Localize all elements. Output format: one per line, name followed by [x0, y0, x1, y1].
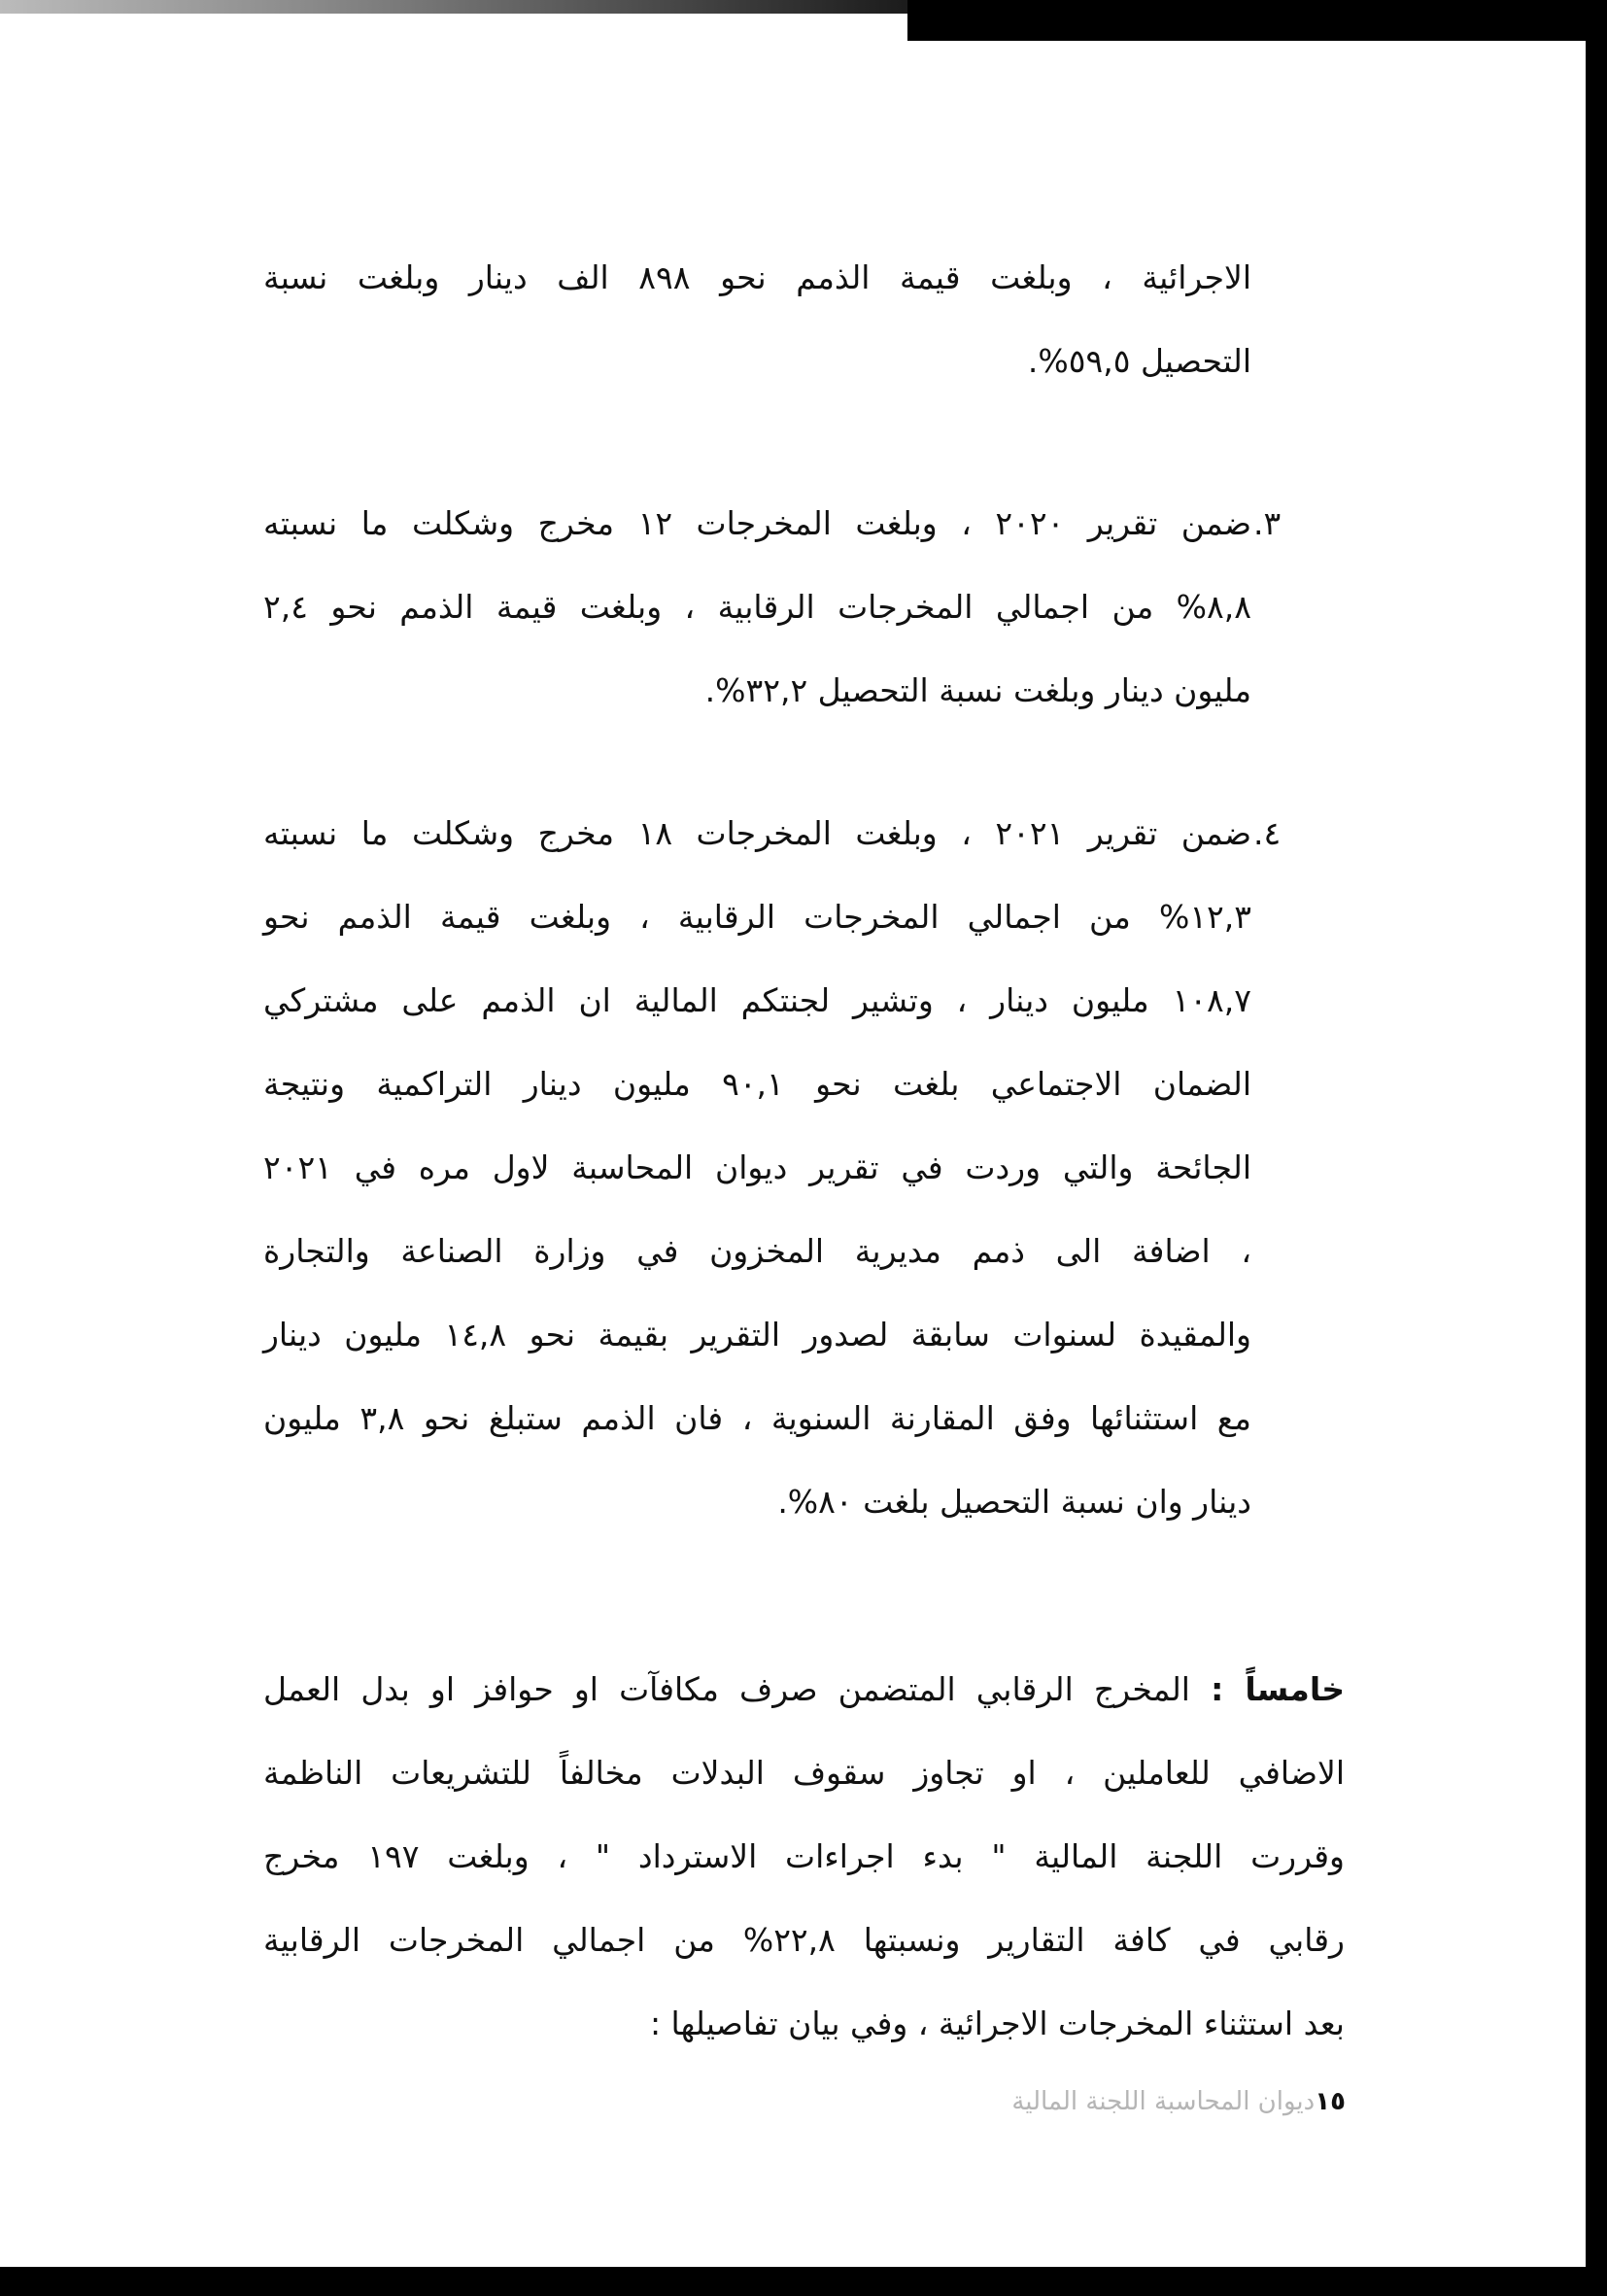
text-line: وقررت اللجنة المالية " بدء اجراءات الاسترداد " ، وبلغت ١٩٧ مخرج [263, 1837, 1345, 1875]
footer-text: ديوان المحاسبة اللجنة المالية [1011, 2087, 1316, 2116]
text-line: الاجرائية ، وبلغت قيمة الذمم نحو ٨٩٨ الف دينار وبلغت نسبة [263, 258, 1251, 296]
text-line: ١٠٨,٧ مليون دينار ، وتشير لجنتكم المالية ان الذمم على مشتركي [263, 981, 1251, 1019]
text-line: الجائحة والتي وردت في تقرير ديوان المحاسبة لاول مره في ٢٠٢١ [263, 1148, 1251, 1186]
text-line: ضمن تقرير ٢٠٢٠ ، وبلغت المخرجات ١٢ مخرج وشكلت ما نسبته [263, 504, 1251, 542]
text-line: بعد استثناء المخرجات الاجرائية ، وفي بيان تفاصيلها : [649, 2005, 1345, 2042]
scan-edge-right [1586, 0, 1607, 2296]
list-marker-3: ٣. [1253, 504, 1282, 542]
paragraph-continuation [263, 236, 1251, 403]
text-line: ٨,٨% من اجمالي المخرجات الرقابية ، وبلغت قيمة الذمم نحو ٢,٤ [263, 588, 1251, 626]
text-line: ١٢,٣% من اجمالي المخرجات الرقابية ، وبلغت قيمة الذمم نحو [263, 898, 1251, 936]
text-line: رقابي في كافة التقارير ونسبتها ٢٢,٨% من اجمالي المخرجات الرقابية [263, 1921, 1345, 1959]
page-number: ١٥ [1315, 2087, 1346, 2116]
list-marker-4: ٤. [1253, 814, 1282, 852]
list-item-4 [263, 792, 1251, 1544]
section-five-first-line [263, 1648, 1345, 1731]
text-line: الضمان الاجتماعي بلغت نحو ٩٠,١ مليون دينار التراكمية ونتيجة [263, 1065, 1252, 1103]
scan-edge-bottom [0, 2267, 1607, 2296]
text-line: ، اضافة الى ذمم مديرية المخزون في وزارة الصناعة والتجارة [263, 1232, 1251, 1270]
scan-edge-top-dark [907, 0, 1607, 41]
page-footer [816, 2087, 1346, 2116]
text-line: ضمن تقرير ٢٠٢١ ، وبلغت المخرجات ١٨ مخرج وشكلت ما نسبته [263, 814, 1251, 852]
section-heading: خامساً : [1211, 1670, 1345, 1708]
text-line: مع استثنائها وفق المقارنة السنوية ، فان الذمم ستبلغ نحو ٣,٨ مليون [263, 1399, 1251, 1437]
text-line: الاضافي للعاملين ، او تجاوز سقوف البدلات مخالفاً للتشريعات الناظمة [263, 1754, 1345, 1792]
text-line: والمقيدة لسنوات سابقة لصدور التقرير بقيمة نحو ١٤,٨ مليون دينار [263, 1316, 1251, 1354]
list-item-3 [263, 482, 1251, 733]
section-five [263, 1648, 1345, 2066]
text-span: المخرج الرقابي المتضمن صرف مكافآت او حوافز او بدل العمل [263, 1670, 1190, 1708]
text-line: التحصيل ٥٩,٥%. [1027, 342, 1251, 380]
text-line: مليون دينار وبلغت نسبة التحصيل ٣٢,٢%. [704, 671, 1251, 709]
text-line: دينار وان نسبة التحصيل بلغت ٨٠%. [777, 1483, 1251, 1521]
